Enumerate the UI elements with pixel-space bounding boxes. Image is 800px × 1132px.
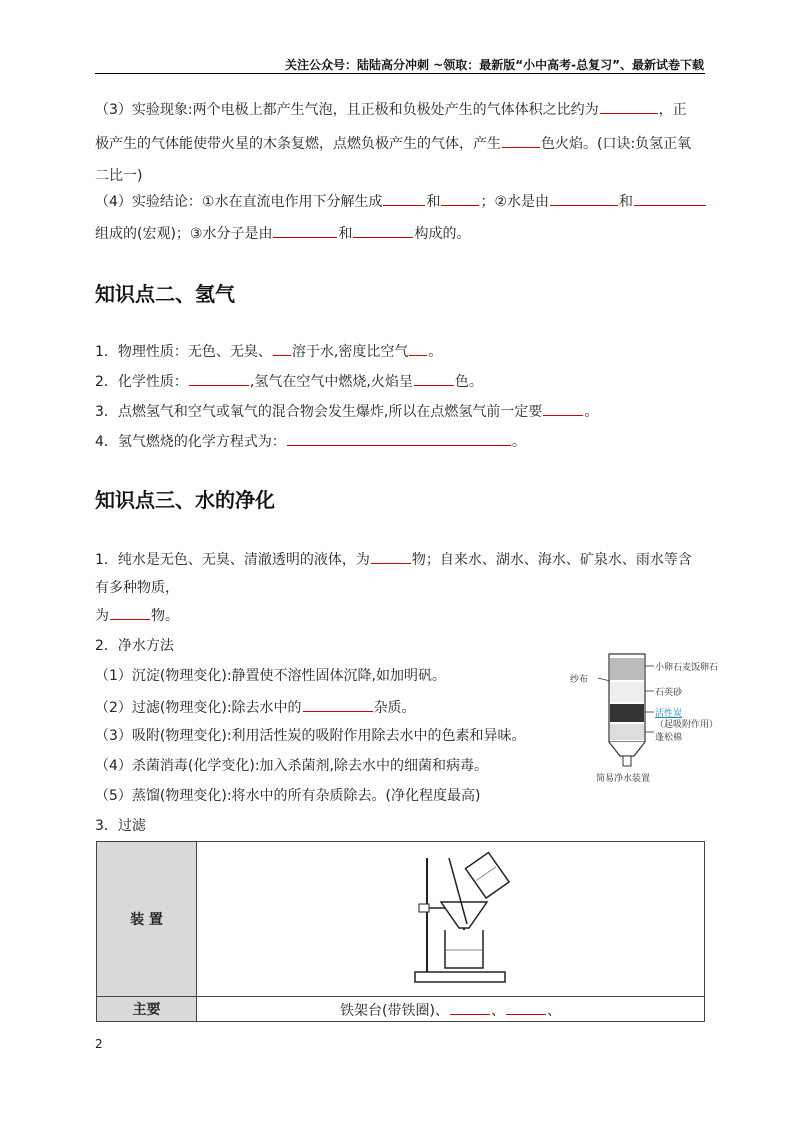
equation-blank[interactable] [287,430,511,446]
text: 杂质。 [373,700,416,716]
answer-blank[interactable] [506,999,546,1015]
figure-caption: 简易净水装置 [596,774,651,784]
label-carbon-note: （起吸附作用） [655,720,719,730]
text: 。 [584,404,599,420]
text: 有多种物质， [95,580,179,596]
answer-blank[interactable] [543,400,583,416]
answer-blank[interactable] [189,370,249,386]
text: ,氢气在空气中燃烧,火焰呈 [249,374,413,390]
text: 、 [490,1002,505,1019]
method-distillation: （5）蒸馏(物理变化):将水中的所有杂质除去。(净化程度最高) [95,788,481,804]
text: 和 [619,194,634,210]
text: 1．物理性质：无色、无臭、 [95,344,272,360]
answer-blank[interactable] [383,190,425,206]
text: 铁架台(带铁圈)、 [340,1002,449,1019]
filtration-title: 3．过滤 [95,818,146,834]
text: 组成的(宏观)；③水分子是由 [95,226,273,242]
filtration-apparatus-illustration [405,850,555,990]
label-quartz-sand: 石英砂 [655,688,683,698]
label-cotton: 蓬松棉 [655,733,683,743]
text: ；②水是由 [480,194,550,210]
header-rule [95,73,705,74]
pure-water-definition [95,548,705,626]
answer-blank[interactable] [303,696,373,712]
methods-title: 2．净水方法 [95,638,174,654]
method-filtration: （2）过滤(物理变化):除去水中的 [95,700,302,716]
answer-blank[interactable] [634,190,706,206]
text: ，正 [658,102,687,118]
method-adsorption: （3）吸附(物理变化):利用活性炭的吸附作用除去水中的色素和异味。 [95,728,526,744]
label-activated-carbon: 活性炭 [655,709,683,719]
text: 2．化学性质： [95,374,188,390]
text: 1．纯水是无色、无臭、清澈透明的液体，为 [95,552,370,568]
experiment-conclusion [95,190,705,244]
label-gauze: 纱布 [570,675,589,685]
text: 色。 [454,374,483,390]
row-label-apparatus: 装 置 [97,842,197,997]
text: （4）实验结论：①水在直流电作用下分解生成 [95,194,383,210]
section-title-water-purification: 知识点三、水的净化 [95,488,275,512]
text: （3）实验现象:两个电极上都产生气泡，且正极和负极处产生的气体体积之比约为 [95,102,599,118]
text: 3．点燃氢气和空气或氧气的混合物会发生爆炸,所以在点燃氢气前一定要 [95,404,543,420]
text: 极产生的气体能使带火星的木条复燃，点燃负极产生的气体，产生 [95,136,501,152]
answer-blank[interactable] [409,340,427,356]
method-sedimentation: （1）沉淀(物理变化):静置使不溶性固体沉降,如加明矾。 [95,668,446,684]
filtration-table [96,841,705,1022]
answer-blank[interactable] [550,190,618,206]
answer-blank[interactable] [450,999,490,1015]
text: 为 [95,608,109,624]
answer-blank[interactable] [110,604,150,620]
text: 和 [338,226,353,242]
text: 色火焰。(口诀:负氢正氧 [541,136,692,152]
text: 溶于水,密度比空气 [291,344,409,360]
section-title-hydrogen: 知识点二、氢气 [95,282,235,306]
row-label-main: 主要 [97,997,197,1022]
answer-blank[interactable] [353,222,413,238]
text: 、 [546,1002,561,1019]
text: 物。 [151,608,179,624]
experiment-phenomenon [95,98,705,186]
text: 物；自来水、湖水、海水、矿泉水、雨水等含 [411,552,692,568]
answer-blank[interactable] [441,190,479,206]
text: 和 [426,194,441,210]
answer-blank[interactable] [502,132,540,148]
answer-blank[interactable] [273,222,337,238]
hydrogen-properties [95,340,705,452]
text: 二比一) [95,168,143,184]
method-disinfection: （4）杀菌消毒(化学变化):加入杀菌剂,除去水中的细菌和病毒。 [95,758,488,774]
text: 。 [511,434,526,450]
text: 。 [428,344,443,360]
water-purifier-diagram [562,646,722,786]
page-header: 关注公众号：陆陆高分冲刺 ~领取：最新版“小中高考-总复习”、最新试卷下载 [285,58,704,72]
table-row [97,842,705,997]
main-instruments-cell [197,997,705,1022]
table-row [97,997,705,1022]
answer-blank[interactable] [273,340,291,356]
answer-blank[interactable] [600,98,658,114]
filtration-apparatus-cell [197,842,705,997]
answer-blank[interactable] [414,370,454,386]
text: 4．氢气燃烧的化学方程式为： [95,434,286,450]
answer-blank[interactable] [371,548,411,564]
page-number: 2 [95,1037,103,1051]
text: 构成的。 [414,226,471,242]
label-pebbles: 小卵石麦饭卵石 [655,663,719,673]
